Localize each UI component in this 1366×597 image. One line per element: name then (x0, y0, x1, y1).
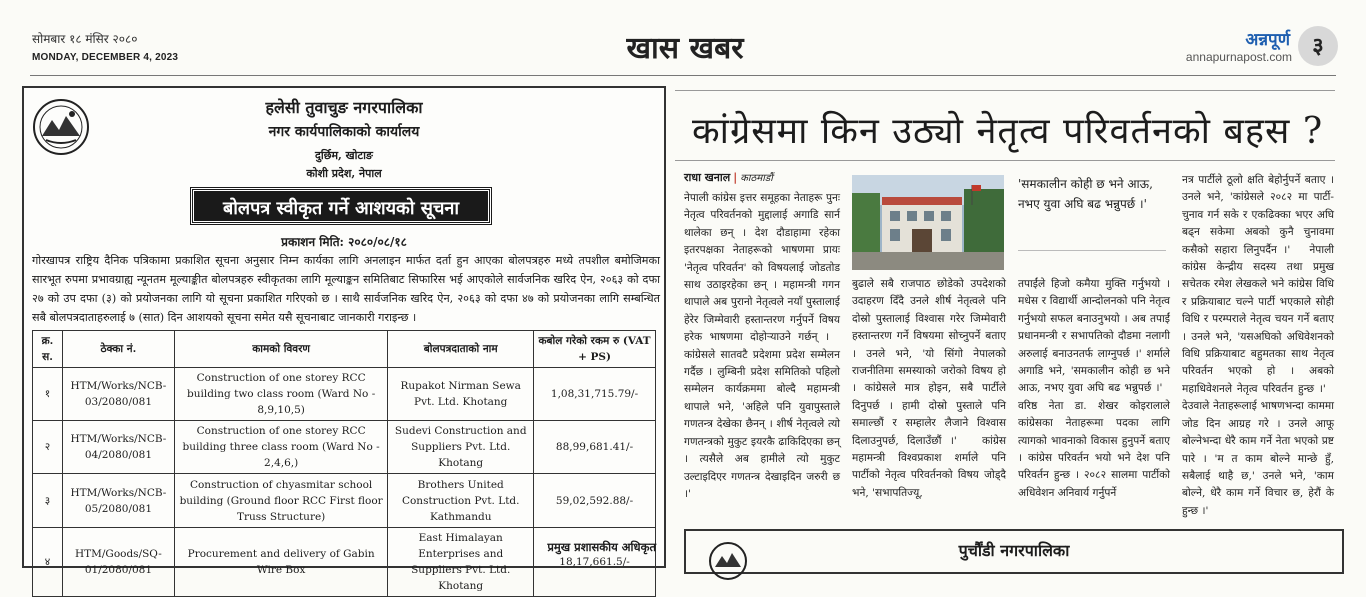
article-column-2: बुढाले सबै राजपाठ छोडेको उपदेशको उदाहरण दिँदै उनले शीर्ष नेतृत्वले पनि दोस्रो पुस्तालाई विश्वास गरेर जिम्मेवारी हस्तान्तरण गर्ने विषयमा सोच्नुपर्ने बताए । उनले भने, 'यो सिंगो नेपालको राजनीतिमा समस्याको जरोको विषय हो । कांग्रेसले मात्र होइन, सबै पार्टीले दिनुपर्छ । हामी दोस्रो पुस्ताले पनि समाल्छौं र सम्हालेर लैजाने विश्वास दिलाउनुपर्छ, दिलाउँछौं ।' कांग्रेस महामन्त्री विश्वप्रकाश शर्माले पनि पार्टीको नेतृत्व परिवर्तनको विषय जोड्दै भने, 'सभापतिज्यू, (852, 278, 1006, 499)
cell-bidder-name: Rupakot Nirman Sewa Pvt. Ltd. Khotang (388, 368, 534, 421)
table-row (33, 421, 656, 474)
pull-quote: 'समकालीन कोही छ भने आऊ, नभए युवा अघि बढ भन्नुपर्छ ।' (1018, 177, 1153, 211)
article-headline: कांग्रेसमा किन उठ्यो नेतृत्व परिवर्तनको बहस ? (692, 111, 1324, 152)
col-header-contract-no: ठेक्का नं. (62, 331, 174, 368)
cell-bidder-name: Brothers United Construction Pvt. Ltd. Kathmandu (388, 474, 534, 528)
cell-bidder-name: Sudevi Construction and Suppliers Pvt. Ltd. Khotang (388, 421, 534, 474)
article-column-4: नत्र पार्टीले ठूलो क्षति बेहोर्नुपर्ने बताए । उनले भने, 'कांग्रेसले २०८२ मा पार्टी-चुनाव गर्न सके र एकढिक्का भएर अघि बढ्न सकेमा अबको कुनै चुनावमा कसैको सहारा लिनुपर्दैन ।' नेपाली कांग्रेस केन्द्रीय सदस्य तथा प्रमुख सचेतक रमेश लेखकले भने कांग्रेस विधि र प्रक्रियाबाट चल्ने पार्टी भएकाले सोही विधि र परम्पराले नेतृत्व चयन गर्ने बताए । उनले भने, 'यसअघिको अधिवेशनको विधि प्रक्रियाबाट बहुमतका साथ नेतृत्व परिवर्तन भएको हो । अबको महाधिवेशनले नेतृत्व परिवर्तन हुन्छ ।' देउवाले नेताहरूलाई भाषणभन्दा काममा जोड दिन आग्रह गरे । उनले आफू बोल्नेभन्दा धेरै काम गर्ने नेता भएको प्रष्ट पारे । 'म त काम बोल्ने मान्छे हुँ, सबैलाई थाहै छ,' उनले भने, 'काम बोल्ने, धेरै काम गर्ने विचार छ, हेरौं के हुन्छ ।' (1182, 174, 1334, 517)
headline-top-rule (675, 90, 1335, 91)
cell-bid-amount: 59,02,592.88/- (534, 474, 656, 528)
header-divider (30, 75, 1336, 76)
cell-work-description: Procurement and delivery of Gabin Wire Box (174, 528, 387, 597)
notice-address-line1: दुर्छिम, खोटाङ (315, 149, 373, 162)
col-header-bid-amount: कबोल गरेको रकम रु (VAT + PS) (534, 331, 656, 368)
brand-url[interactable]: annapurnapost.com (1185, 50, 1292, 64)
article-byline (684, 170, 773, 185)
cell-work-description: Construction of one storey RCC building three class room (Ward No - 2,4,6,) (174, 421, 387, 474)
notice-banner: बोलपत्र स्वीकृत गर्ने आशयको सूचना (191, 188, 491, 224)
cell-serial: ४ (33, 528, 63, 597)
col-header-bidder-name: बोलपत्रदाताको नाम (388, 331, 534, 368)
cell-bidder-name: East Himalayan Enterprises and Suppliers Pvt. Ltd. Khotang (388, 528, 534, 597)
col-header-serial: क्र. स. (33, 331, 63, 368)
second-notice-title: पुर्चौंडी नगरपालिका (958, 541, 1070, 560)
page-number: ३ (1298, 26, 1338, 66)
second-notice (684, 529, 1344, 574)
cell-bid-amount: 1,08,31,715.79/- (534, 368, 656, 421)
tender-notice (22, 86, 666, 592)
cell-contract-no: HTM/Goods/SQ-01/2080/081 (62, 528, 174, 597)
author-name: राधा खनाल (684, 171, 731, 184)
pull-quote-rule (1018, 250, 1166, 251)
cell-bid-amount: 88,99,681.41/- (534, 421, 656, 474)
cell-bid-amount: 18,17,661.5/- (534, 528, 656, 597)
byline-separator: | (733, 171, 738, 184)
article-photo (852, 175, 1004, 270)
cell-serial: २ (33, 421, 63, 474)
article-column-3: तपाईंले हिजो कमैया मुक्ति गर्नुभयो । मधेस र विद्यार्थी आन्दोलनको पनि नेतृत्व गर्नुभयो सफल बनाउनुभयो । अब तपाईं प्रधानमन्त्री र सभापतिको दौडमा नलागी अरुलाई बनाउनतर्फ लाग्नुपर्छ ।' शर्माले अगाडि भने, 'समकालीन कोही छ भने आऊ, नभए युवा अघि बढ भन्नुपर्छ ।' वरिष्ठ नेता डा. शेखर कोइरालाले कांग्रेसका नेताहरूमा पदका लागि त्यागको भावनाको विकास हुनुपर्ने बताए । कांग्रेस परिवर्तन भयो भने देश पनि परिवर्तन हुन्छ । २०८२ सालमा पार्टीको अधिवेशन अनिवार्य गर्नुपर्ने (1018, 278, 1170, 499)
cell-contract-no: HTM/Works/NCB-04/2080/081 (62, 421, 174, 474)
notice-title: हलेसी तुवाचुङ नगरपालिका (265, 98, 423, 117)
date-nepali: सोमबार १८ मंसिर २०८० (32, 32, 138, 46)
col-header-work-description: कामको विवरण (174, 331, 387, 368)
tender-table (32, 330, 656, 597)
brand-logo: अन्नपूर्ण (1245, 30, 1290, 50)
cell-serial: १ (33, 368, 63, 421)
headline-bottom-rule (675, 160, 1335, 161)
notice-signature: प्रमुख प्रशासकीय अधिकृत (547, 540, 656, 554)
table-row (33, 528, 656, 597)
cell-contract-no: HTM/Works/NCB-03/2080/081 (62, 368, 174, 421)
notice-address-line2: कोशी प्रदेश, नेपाल (306, 167, 382, 180)
cell-work-description: Construction of chyasmitar school building (Ground floor RCC First floor Truss Structure) (174, 474, 387, 528)
section-title: खास खबर (626, 31, 744, 66)
table-row (33, 368, 656, 421)
notice-subtitle: नगर कार्यपालिकाको कार्यालय (268, 124, 420, 140)
cell-work-description: Construction of one storey RCC building two class room (Ward No - 8,9,10,5) (174, 368, 387, 421)
publication-date: प्रकाशन मिति: २०८०/०८/१८ (281, 235, 407, 249)
table-header-row (33, 331, 656, 368)
date-english: MONDAY, DECEMBER 4, 2023 (32, 52, 179, 63)
article-column-1: नेपाली कांग्रेस इत्तर समूहका नेताहरू पुनः नेतृत्व परिवर्तनको मुद्दालाई अगाडि सार्न थालेका छन् । देश दौडाहामा रहेका इतरपक्षका नेताहरूको भाषणमा प्रायः 'नेतृत्व परिवर्तन' को विषयलाई जोडतोड साथ उठाइरहेका छन् । महामन्त्री गगन थापाले अब पुरानो नेतृत्वले नयाँ पुस्तालाई हेरेर जिम्मेवारी हस्तान्तरण गर्नुपर्ने विषय हरेक भाषणमा दोहोर्‍याउने गर्छन् । कांग्रेसले सातवटै प्रदेशमा प्रदेश सम्मेलन गर्दैछ । लुम्बिनी प्रदेश समितिको पहिलो सम्मेलन कार्यक्रममा बोल्दै महामन्त्री थापाले भने, 'अहिले पनि युवापुस्ताले गणतन्त्र देखेका छैनन् । शीर्ष नेतृत्वले त्यो गणतन्त्रको मुकुट इयरकै ढाकिदिएका छन् । त्यसैले अब हामीले त्यो मुकुट उल्टाइदिएर गणतन्त्र देखाइदिन जरुरी छ ।' (684, 192, 840, 500)
cell-serial: ३ (33, 474, 63, 528)
cell-contract-no: HTM/Works/NCB-05/2080/081 (62, 474, 174, 528)
notice-body: गोरखापत्र राष्ट्रिय दैनिक पत्रिकामा प्रकाशित सूचना अनुसार निम्न कार्यका लागि अनलाइन मार्फत दर्ता हुन आएका बोलपत्रहरु मध्ये तपशील बमोजिमका सारभूत रुपमा प्रभावग्राह्य न्यूनतम मूल्याङ्कीत बोलपत्रहरु स्वीकृतका लागि मूल्याङ्कन समितिबाट सिफारिस भई आएकोले सार्वजनिक खरिद ऐन, २०६३ को दफा २७ को उप दफा (३) को प्रयोजनका लागि यो सूचना प्रकाशित गरिएको छ । साथै सार्वजनिक खरिद ऐन, २०६३ को दफा ४७ को प्रयोजनका लागि सम्बन्धित सबै बोलपत्रदाताहरुलाई ७ (सात) दिन आशयको सूचना समेत यसै सूचनाबाट जानकारी गराइन्छ । (32, 254, 660, 324)
table-row (33, 474, 656, 528)
dateline-location: काठमाडौं (740, 173, 773, 184)
